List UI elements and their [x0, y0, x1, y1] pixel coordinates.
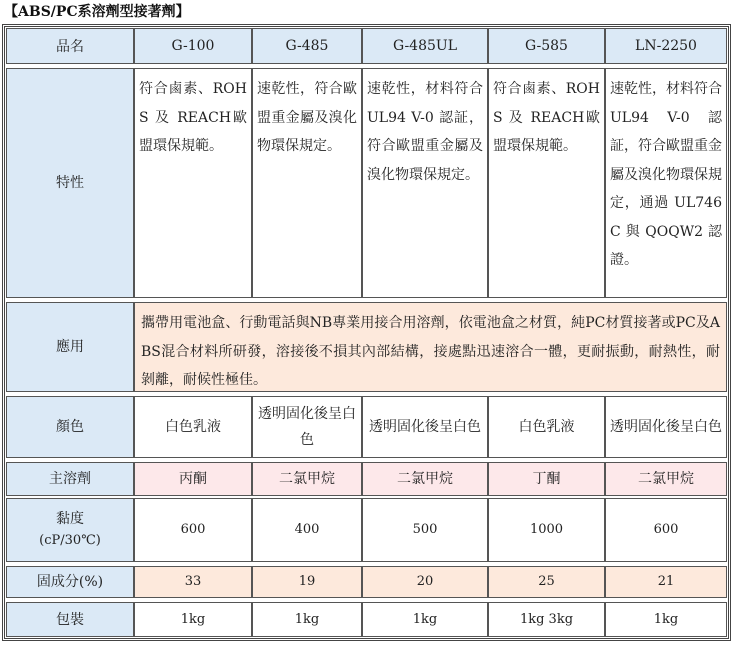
viscosity-g485ul: 500 [362, 498, 488, 562]
row-label-application [6, 302, 134, 392]
viscosity-g585: 1000 [488, 498, 605, 562]
header-product-g485ul: G-485UL [362, 28, 488, 64]
properties-ln2250: 速乾性，材料符合 UL94 V-0 認証，符合歐盟重金屬及溴化物環保規定，通過 UL746C 與 QOQW2 認證。 [605, 68, 727, 298]
header-product-g485: G-485 [252, 28, 362, 64]
solids-g100: 33 [134, 566, 252, 598]
packaging-g585: 1kg 3kg [488, 602, 605, 637]
header-product-name: 品名 [6, 28, 134, 64]
row-label-solvent-text: 主溶劑 [49, 471, 91, 487]
properties-g485: 速乾性，符合歐盟重金屬及溴化物環保規定。 [252, 68, 362, 298]
row-label-solids-text: 固成分(%) [36, 574, 104, 590]
viscosity-label: 黏度 [56, 511, 84, 527]
viscosity-g100: 600 [134, 498, 252, 562]
viscosity-g485: 400 [252, 498, 362, 562]
header-product-g585: G-585 [488, 28, 605, 64]
color-g585: 白色乳液 [488, 396, 605, 458]
packaging-g485: 1kg [252, 602, 362, 637]
properties-g100: 符合鹵素、ROHS 及 REACH歐盟環保規範。 [134, 68, 252, 298]
application-description: 攜帶用電池盒、行動電話與NB專業用接合用溶劑，依電池盒之材質，純PC材質接著或PC及ABS混合材料所研發，溶接後不損其內部結構，接處點迅速溶合一體，更耐振動，耐熱性，耐剝離，耐候性極佳。 [134, 302, 727, 392]
row-label-solvent [6, 462, 134, 496]
properties-g585: 符合鹵素、ROHS 及 REACH歐盟環保規範。 [488, 68, 605, 298]
properties-g485ul: 速乾性，材料符合 UL94 V-0 認証，符合歐盟重金屬及溴化物環保規定。 [362, 68, 488, 298]
row-label-packaging [6, 602, 134, 637]
row-label-color-text: 顏色 [56, 419, 84, 435]
solids-g485ul: 20 [362, 566, 488, 598]
solvent-g100: 丙酮 [134, 462, 252, 496]
solvent-ln2250: 二氯甲烷 [605, 462, 727, 496]
solvent-g485: 二氯甲烷 [252, 462, 362, 496]
row-label-solids [6, 566, 134, 598]
color-ln2250: 透明固化後呈白色 [605, 396, 727, 458]
color-g100: 白色乳液 [134, 396, 252, 458]
row-label-viscosity [6, 498, 134, 562]
row-label-properties-text: 特性 [56, 175, 84, 191]
solids-ln2250: 21 [605, 566, 727, 598]
viscosity-unit: (cP/30℃) [39, 533, 101, 548]
color-g485: 透明固化後呈白色 [252, 396, 362, 458]
packaging-g100: 1kg [134, 602, 252, 637]
solvent-g485ul: 二氯甲烷 [362, 462, 488, 496]
solvent-g585: 丁酮 [488, 462, 605, 496]
solids-g485: 19 [252, 566, 362, 598]
row-label-properties [6, 68, 134, 298]
solids-g585: 25 [488, 566, 605, 598]
packaging-g485ul: 1kg [362, 602, 488, 637]
header-product-g100: G-100 [134, 28, 252, 64]
row-label-application-text: 應用 [56, 339, 84, 355]
row-label-color [6, 396, 134, 458]
row-label-packaging-text: 包裝 [56, 611, 84, 628]
viscosity-ln2250: 600 [605, 498, 727, 562]
color-g485ul: 透明固化後呈白色 [362, 396, 488, 458]
page-title: 【ABS/PC系溶劑型接著劑】 [4, 4, 190, 20]
header-product-ln2250: LN-2250 [605, 28, 727, 64]
packaging-ln2250: 1kg [605, 602, 727, 637]
